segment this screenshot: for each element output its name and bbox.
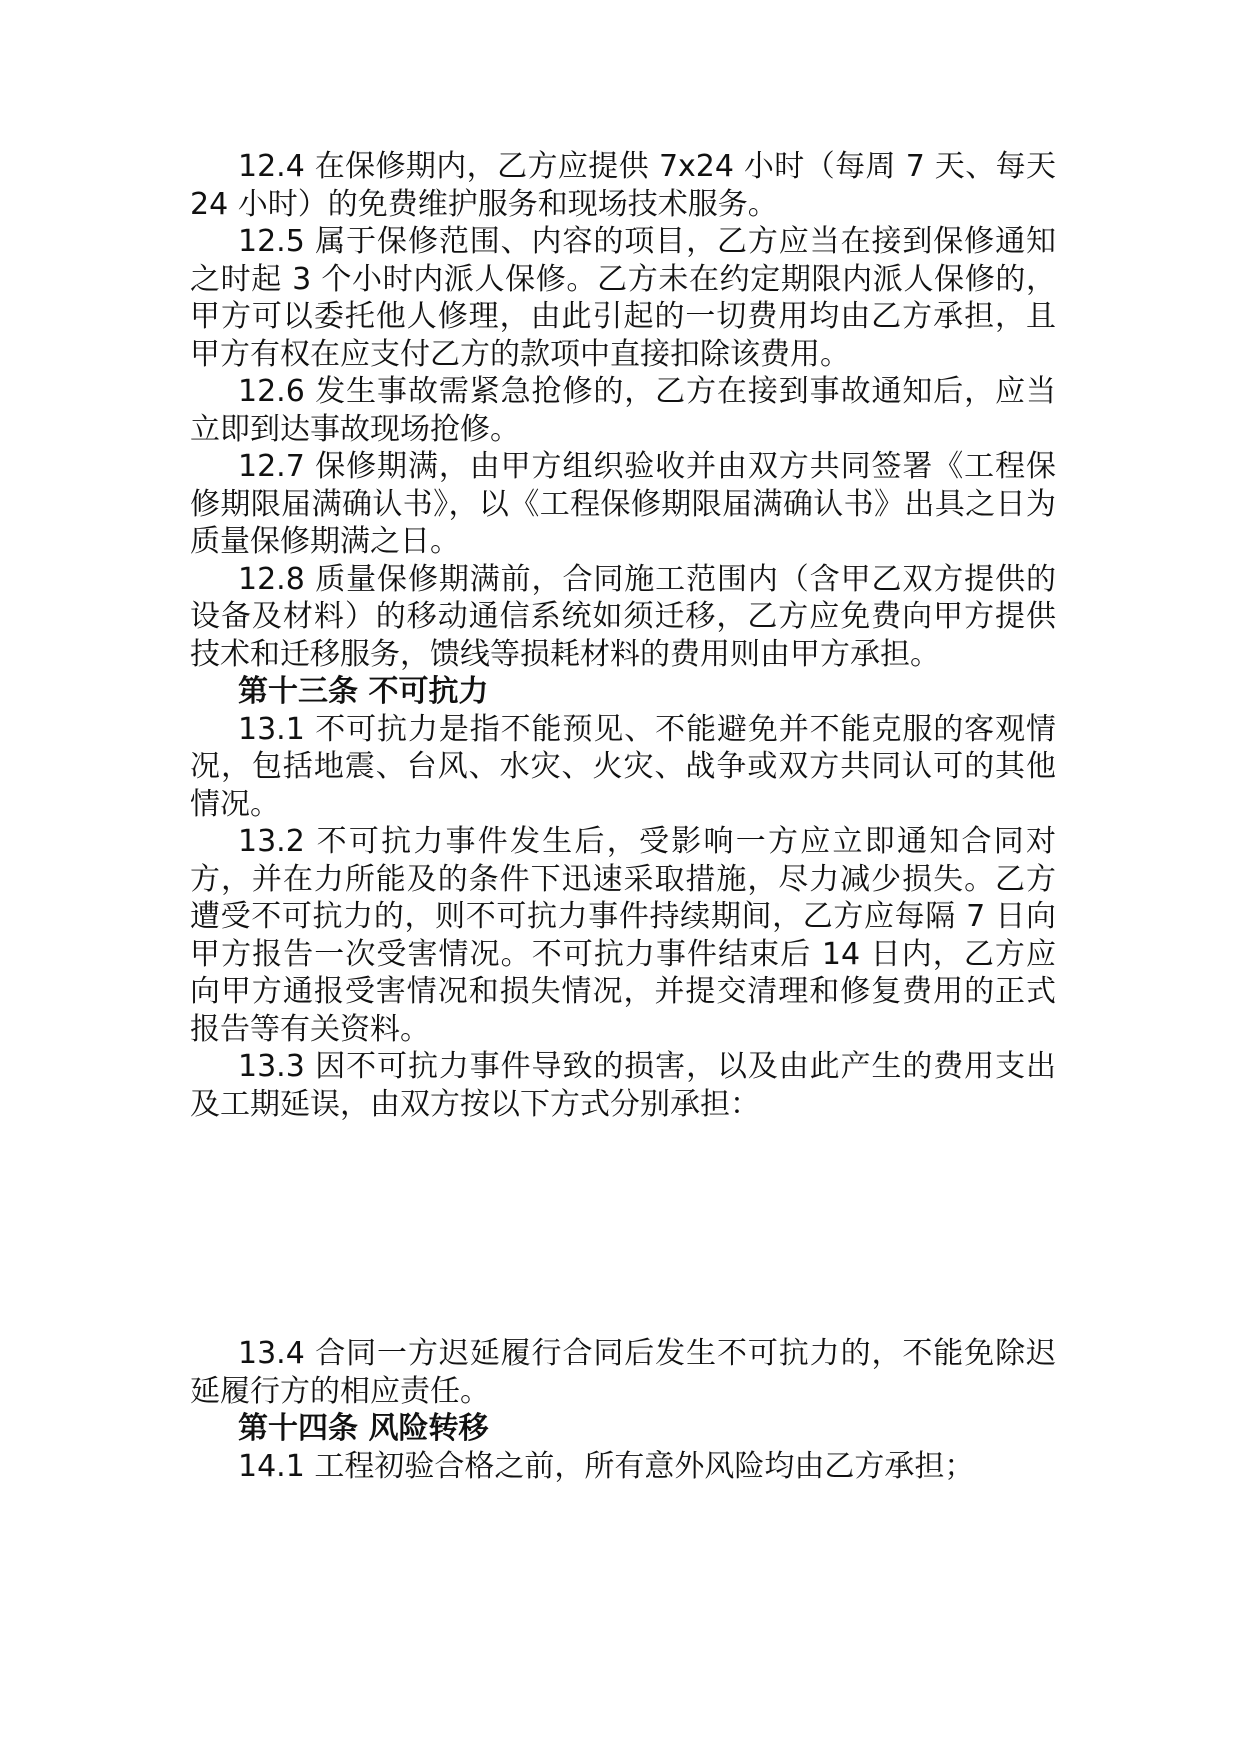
clause-13-1: 13.1 不可抗力是指不能预见、不能避免并不能克服的客观情况，包括地震、台风、水灾、火灾、战争或双方共同认可的其他情况。 (190, 711, 1056, 822)
article-14-heading: 第十四条 风险转移 (238, 1411, 489, 1446)
article-13-heading: 第十三条 不可抗力 (238, 674, 489, 709)
clause-12-5: 12.5 属于保修范围、内容的项目，乙方应当在接到保修通知之时起 3 个小时内派人保修。乙方未在约定期限内派人保修的，甲方可以委托他人修理，由此引起的一切费用均由乙方承担，且甲方有权在应支付乙方的款项中直接扣除该费用。 (190, 224, 1056, 372)
clause-13-4: 13.4 合同一方迟延履行合同后发生不可抗力的，不能免除迟延履行方的相应责任。 (190, 1336, 1056, 1409)
clause-13-2: 13.2 不可抗力事件发生后，受影响一方应立即通知合同对方，并在力所能及的条件下迅速采取措施，尽力减少损失。乙方遭受不可抗力的，则不可抗力事件持续期间，乙方应每隔 7 日向甲方报告一次受害情况。不可抗力事件结束后 14 日内，乙方应向甲方通报受害情况和损失情况，并提交清理和修复费用的正式报告等有关资料。 (190, 824, 1056, 1047)
clause-12-6: 12.6 发生事故需紧急抢修的，乙方在接到事故通知后，应当立即到达事故现场抢修。 (190, 374, 1056, 447)
clause-12-7: 12.7 保修期满，由甲方组织验收并由双方共同签署《工程保修期限届满确认书》，以《工程保修期限届满确认书》出具之日为质量保修期满之日。 (190, 449, 1056, 559)
clause-14-1: 14.1 工程初验合格之前，所有意外风险均由乙方承担； (238, 1448, 975, 1484)
document-body (190, 148, 1056, 1485)
clause-13-3: 13.3 因不可抗力事件导致的损害，以及由此产生的费用支出及工期延误，由双方按以下方式分别承担： (190, 1049, 1056, 1122)
clause-12-8: 12.8 质量保修期满前，合同施工范围内（含甲乙双方提供的设备及材料）的移动通信系统如须迁移，乙方应免费向甲方提供技术和迁移服务，馈线等损耗材料的费用则由甲方承担。 (190, 561, 1056, 672)
blank-space (190, 1123, 1056, 1335)
clause-12-4: 12.4 在保修期内，乙方应提供 7x24 小时（每周 7 天、每天 24 小时）的免费维护服务和现场技术服务。 (190, 149, 1056, 222)
